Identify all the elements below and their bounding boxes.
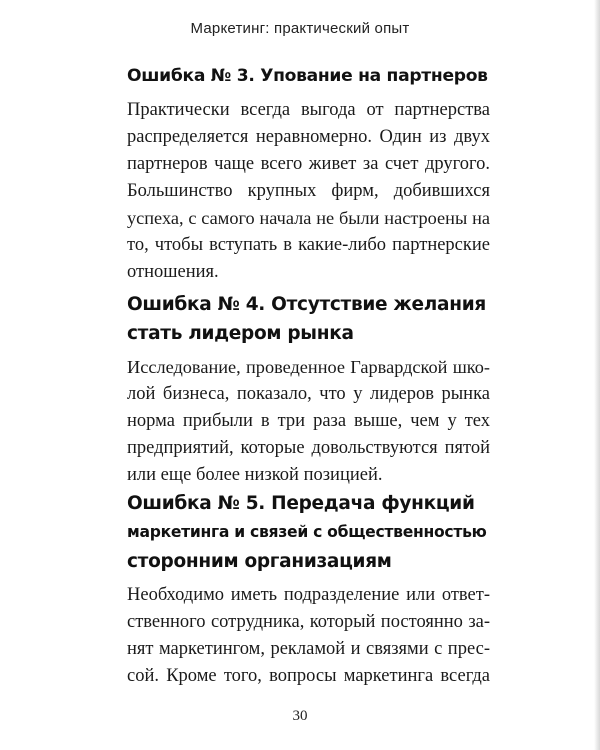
section-heading [127,62,490,91]
section-heading [127,290,490,348]
section-heading [127,489,490,576]
heading-line: Ошибка № 5. Передача функций [127,493,475,514]
text-line: то, чтобы вступать в какие-либо партнерские [127,235,490,255]
text-line: отношения. [127,262,219,282]
text-line: ственного сотрудника, который постоянно за- [127,612,490,632]
text-line: распределяется неравномерно. Один из двух [127,127,490,147]
text-line: сой. Кроме того, вопросы маркетинга всегда [127,666,490,686]
text-line: Исследование, проведенное Гарвардской шко- [127,357,490,377]
text-line: норма прибыли в три раза выше, чем у тех [127,411,490,431]
heading-line: сторонним организациям [127,551,392,572]
text-line: партнеров чаще всего живет за счет другого. [127,154,490,174]
text-line: предприятий, которые довольствуются пятой [127,438,490,458]
text-line: Необходимо иметь подразделение или ответ- [127,585,490,605]
text-line: успеха, с самого начала не были настроены на [127,208,490,228]
section-paragraph [127,582,490,690]
section-mistake-5 [127,489,490,690]
text-line: Большинство крупных фирм, добившихся [127,181,490,201]
running-header: Маркетинг: практический опыт [190,20,410,37]
heading-line: Ошибка № 3. Упование на партнеров [127,66,488,86]
text-line: лой бизнеса, показало, что у лидеров рынка [127,384,490,404]
text-line: Практически всегда выгода от партнерства [127,100,490,120]
text-line: нят маркетингом, рекламой и связями с прес- [127,639,490,659]
section-mistake-3 [127,62,490,286]
heading-line: Ошибка № 4. Отсутствие желания [127,294,486,315]
heading-line: стать лидером рынка [127,323,354,344]
page-number: 30 [292,708,308,724]
heading-line: маркетинга и связей с общественностью [127,523,487,541]
section-paragraph [127,97,490,286]
section-paragraph [127,354,490,489]
page-edge-shadow [594,0,600,750]
section-mistake-4 [127,290,490,489]
text-line: или еще более низкой позицией. [127,465,383,485]
